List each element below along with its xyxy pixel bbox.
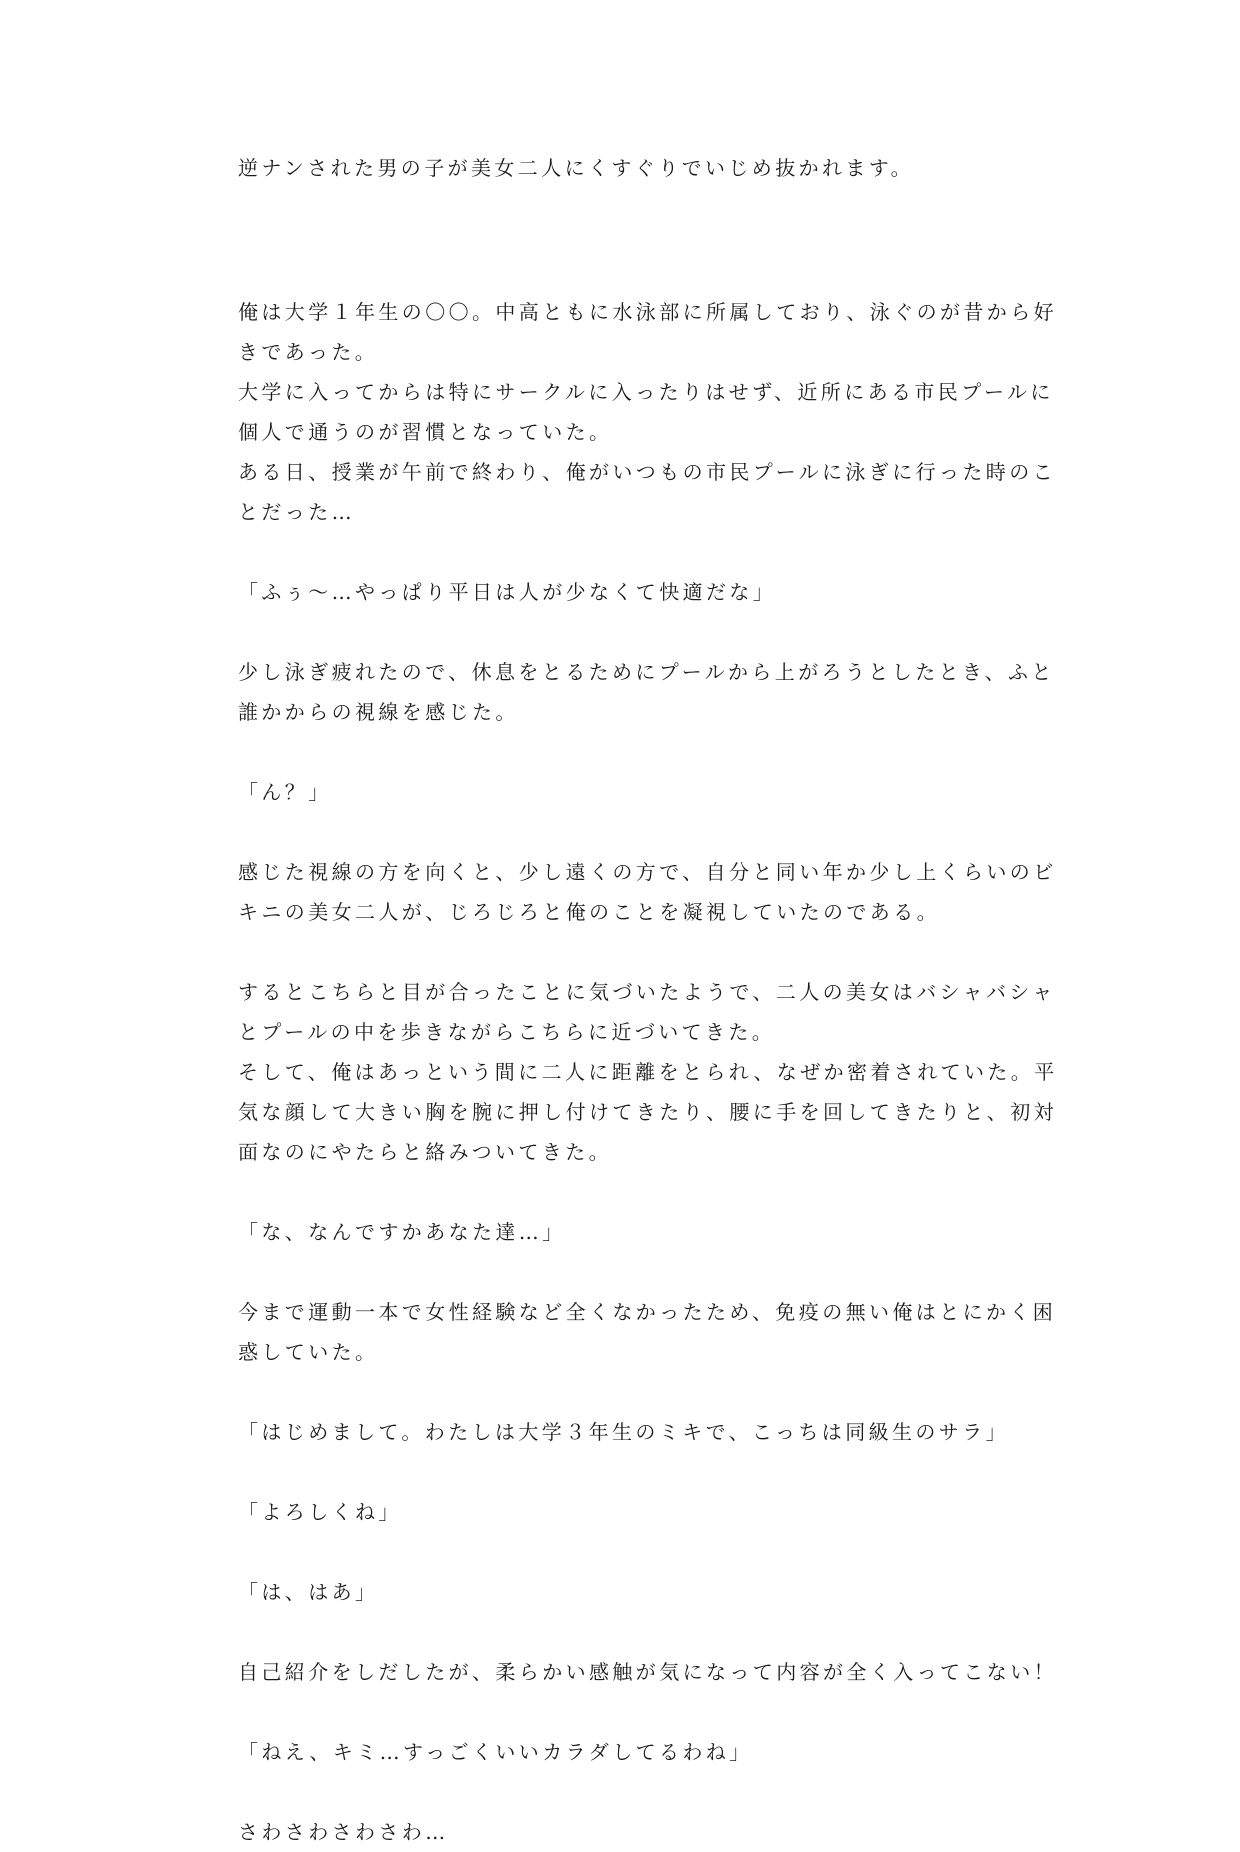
paragraph [238, 1652, 1057, 1692]
text-line: 自己紹介をしだしたが、柔らかい感触が気になって内容が全く入ってこない！ [238, 1660, 1057, 1684]
text-line: 俺は大学１年生の〇〇。中高ともに水泳部に所属しており、泳ぐのが昔から好 [238, 300, 1057, 324]
paragraph-gap [238, 612, 1018, 652]
text-line: 「はじめまして。わたしは大学３年生のミキで、こっちは同級生のサラ」 [238, 1420, 1009, 1444]
paragraph-gap [238, 812, 1018, 852]
text-line: とプールの中を歩きながらこちらに近づいてきた。 [238, 1020, 776, 1044]
paragraph-gap [238, 1532, 1018, 1572]
paragraph-gap [238, 1452, 1018, 1492]
paragraph [238, 292, 1057, 532]
document-body [238, 148, 1058, 1852]
text-line: 気な顔して大きい胸を腕に押し付けてきたり、腰に手を回してきたりと、初対 [238, 1100, 1057, 1124]
text-line: 今まで運動一本で女性経験など全くなかったため、免疫の無い俺はとにかく困 [238, 1300, 1057, 1324]
text-line: ある日、授業が午前で終わり、俺がいつもの市民プールに泳ぎに行った時のこ [238, 460, 1056, 484]
paragraph [238, 1212, 1018, 1252]
text-line: 「は、はあ」 [238, 1580, 379, 1604]
paragraph [238, 1732, 1018, 1772]
paragraph-gap [238, 1172, 1018, 1212]
paragraph-gap [238, 932, 1018, 972]
text-line: そして、俺はあっという間に二人に距離をとられ、なぜか密着されていた。平 [238, 1060, 1058, 1084]
paragraph [238, 1292, 1057, 1372]
text-line: キニの美女二人が、じろじろと俺のことを凝視していたのである。 [238, 900, 940, 924]
paragraph [238, 1812, 1018, 1852]
text-line: きであった。 [238, 340, 379, 364]
paragraph-list [238, 292, 1058, 1852]
paragraph [238, 1572, 1018, 1612]
text-line: 「ねえ、キミ…すっごくいいカラダしてるわね」 [238, 1740, 753, 1764]
paragraph-gap [238, 1772, 1018, 1812]
text-line: さわさわさわさわ… [238, 1820, 449, 1844]
text-line: 感じた視線の方を向くと、少し遠くの方で、自分と同い年か少し上くらいのビ [238, 860, 1057, 884]
text-line: 大学に入ってからは特にサークルに入ったりはせず、近所にある市民プールに [238, 380, 1054, 404]
text-line: 面なのにやたらと絡みついてきた。 [238, 1140, 612, 1164]
text-line: するとこちらと目が合ったことに気づいたようで、二人の美女はバシャバシャ [238, 980, 1056, 1004]
paragraph [238, 1492, 1018, 1532]
text-line: 「な、なんですかあなた達…」 [238, 1220, 566, 1244]
paragraph [238, 572, 1018, 612]
paragraph-gap [238, 1252, 1018, 1292]
text-line: 「よろしくね」 [238, 1500, 402, 1524]
text-line: 誰かからの視線を感じた。 [238, 700, 519, 724]
paragraph-gap [238, 1692, 1018, 1732]
text-line: 個人で通うのが習慣となっていた。 [238, 420, 613, 444]
paragraph-gap [238, 1612, 1018, 1652]
synopsis-line: 逆ナンされた男の子が美女二人にくすぐりでいじめ抜かれます。 [238, 156, 914, 180]
paragraph [238, 852, 1057, 932]
paragraph-gap [238, 732, 1018, 772]
text-line: とだった… [238, 500, 355, 524]
paragraph [238, 652, 1055, 732]
paragraph [238, 972, 1058, 1172]
paragraph-gap [238, 532, 1018, 572]
paragraph [238, 1412, 1018, 1452]
paragraph [238, 772, 1018, 812]
text-line: 少し泳ぎ疲れたので、休息をとるためにプールから上がろうとしたとき、ふと [238, 660, 1055, 684]
text-line: 「ん？」 [238, 780, 332, 804]
text-line: 惑していた。 [238, 1340, 379, 1364]
text-line: 「ふぅ〜…やっぱり平日は人が少なくて快適だな」 [238, 580, 777, 604]
paragraph-gap [238, 1372, 1018, 1412]
spacer [238, 188, 1018, 292]
